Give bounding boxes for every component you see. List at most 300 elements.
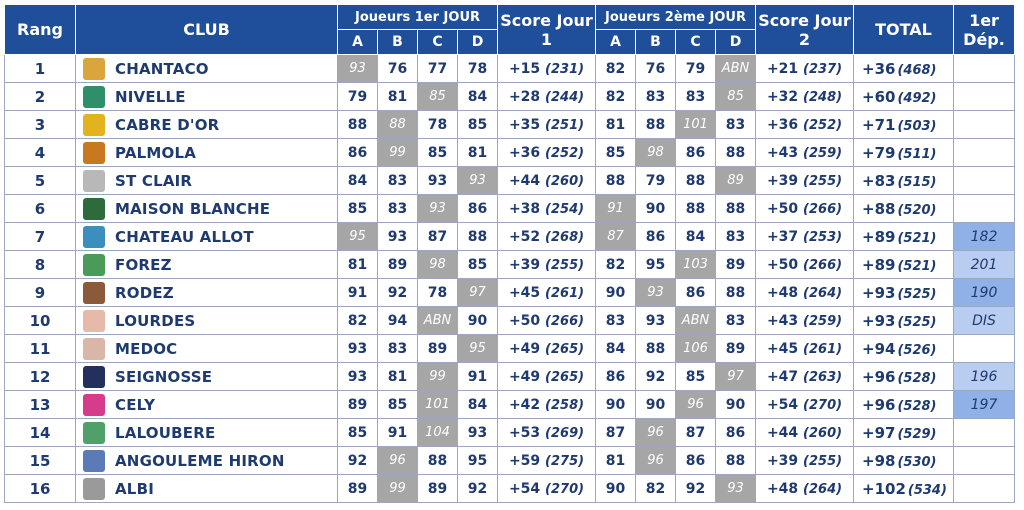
results-table-container <box>4 4 1015 503</box>
day2-player-score: 84 <box>596 335 636 363</box>
day1-player-score: 78 <box>418 111 458 139</box>
score-day2-strokes: (259) <box>803 313 843 329</box>
score-day1-strokes: (258) <box>545 397 585 413</box>
day2-player-score: 85 <box>716 83 756 111</box>
club-logo-icon <box>83 366 105 388</box>
score-day2-cell <box>756 167 854 195</box>
first-dep-cell: DIS <box>954 307 1015 335</box>
total-cell <box>854 251 954 279</box>
first-dep-cell: 190 <box>954 279 1015 307</box>
day1-player-score: 89 <box>418 475 458 503</box>
day2-player-score: 88 <box>716 279 756 307</box>
day2-player-score: 103 <box>676 251 716 279</box>
rank-cell: 9 <box>5 279 76 307</box>
first-dep-cell <box>954 335 1015 363</box>
total-strokes: (525) <box>897 314 937 330</box>
day2-player-score: 79 <box>676 55 716 83</box>
rank-cell: 16 <box>5 475 76 503</box>
day2-player-score: 96 <box>676 391 716 419</box>
club-logo-icon <box>83 450 105 472</box>
total-cell <box>854 335 954 363</box>
score-day1-value: +45 <box>508 284 541 301</box>
score-day1-cell <box>498 55 596 83</box>
day2-player-score: 96 <box>636 419 676 447</box>
club-logo-icon <box>83 310 105 332</box>
day1-player-score: ABN <box>418 307 458 335</box>
day1-player-score: 101 <box>418 391 458 419</box>
day1-player-score: 98 <box>418 251 458 279</box>
score-day1-cell <box>498 475 596 503</box>
club-cell <box>76 419 338 447</box>
day2-player-score: 89 <box>716 251 756 279</box>
score-day1-value: +59 <box>508 452 541 469</box>
day1-player-score: 99 <box>378 475 418 503</box>
day1-player-score: 86 <box>338 139 378 167</box>
day2-player-score: 79 <box>636 167 676 195</box>
day2-player-score: 92 <box>676 475 716 503</box>
total-strokes: (528) <box>897 398 937 414</box>
club-name: CHATEAU ALLOT <box>115 227 254 246</box>
score-day1-strokes: (251) <box>545 117 585 133</box>
score-day2-strokes: (259) <box>803 145 843 161</box>
total-cell <box>854 363 954 391</box>
total-strokes: (528) <box>897 370 937 386</box>
score-day2-value: +48 <box>766 284 799 301</box>
first-dep-cell <box>954 83 1015 111</box>
first-dep-cell <box>954 195 1015 223</box>
day2-player-score: 83 <box>716 223 756 251</box>
score-day2-cell <box>756 307 854 335</box>
day2-player-score: 90 <box>636 195 676 223</box>
first-dep-cell <box>954 167 1015 195</box>
day1-player-score: 93 <box>458 419 498 447</box>
day2-player-score: 95 <box>636 251 676 279</box>
club-name: ALBI <box>115 479 154 498</box>
table-row <box>5 391 1015 419</box>
day1-player-score: 92 <box>338 447 378 475</box>
table-row <box>5 223 1015 251</box>
header-score-day2: Score Jour 2 <box>756 5 854 55</box>
total-value: +36 <box>862 59 896 78</box>
day1-player-score: 93 <box>338 55 378 83</box>
club-logo-icon <box>83 338 105 360</box>
day2-player-score: 82 <box>636 475 676 503</box>
score-day1-value: +52 <box>508 228 541 245</box>
score-day2-cell <box>756 251 854 279</box>
day2-player-score: 89 <box>716 167 756 195</box>
day2-player-score: 88 <box>716 139 756 167</box>
header-letter-d: D <box>458 30 498 55</box>
score-day2-cell <box>756 447 854 475</box>
day2-player-score: 91 <box>596 195 636 223</box>
club-cell <box>76 167 338 195</box>
day2-player-score: 88 <box>716 195 756 223</box>
score-day2-cell <box>756 111 854 139</box>
total-value: +93 <box>862 283 896 302</box>
day2-player-score: 86 <box>676 447 716 475</box>
rank-cell: 8 <box>5 251 76 279</box>
table-row <box>5 447 1015 475</box>
score-day2-strokes: (248) <box>803 89 843 105</box>
score-day2-strokes: (266) <box>803 257 843 273</box>
score-day2-strokes: (261) <box>803 341 843 357</box>
total-value: +88 <box>862 199 896 218</box>
club-cell <box>76 83 338 111</box>
day2-player-score: 85 <box>596 139 636 167</box>
day2-player-score: 83 <box>596 307 636 335</box>
rank-cell: 3 <box>5 111 76 139</box>
table-row <box>5 307 1015 335</box>
day1-player-score: 104 <box>418 419 458 447</box>
day2-player-score: 86 <box>716 419 756 447</box>
header-dep: 1er Dép. <box>954 5 1015 55</box>
club-logo-icon <box>83 198 105 220</box>
score-day2-cell <box>756 363 854 391</box>
first-dep-cell <box>954 419 1015 447</box>
day2-player-score: 96 <box>636 447 676 475</box>
score-day2-value: +50 <box>766 200 799 217</box>
score-day2-cell <box>756 223 854 251</box>
score-day1-value: +36 <box>508 144 541 161</box>
header-letter-b2: B <box>636 30 676 55</box>
score-day1-strokes: (260) <box>545 173 585 189</box>
day2-player-score: 101 <box>676 111 716 139</box>
first-dep-cell: 197 <box>954 391 1015 419</box>
score-day1-value: +50 <box>508 312 541 329</box>
day2-player-score: 86 <box>676 139 716 167</box>
score-day1-cell <box>498 83 596 111</box>
day1-player-score: 82 <box>338 307 378 335</box>
total-value: +96 <box>862 367 896 386</box>
club-cell <box>76 307 338 335</box>
day1-player-score: 78 <box>418 279 458 307</box>
score-day1-value: +38 <box>508 200 541 217</box>
score-day2-cell <box>756 55 854 83</box>
day2-player-score: 81 <box>596 447 636 475</box>
score-day2-cell <box>756 419 854 447</box>
score-day1-strokes: (265) <box>545 341 585 357</box>
total-cell <box>854 475 954 503</box>
day2-player-score: ABN <box>716 55 756 83</box>
score-day2-value: +50 <box>766 256 799 273</box>
day2-player-score: 88 <box>716 447 756 475</box>
total-strokes: (515) <box>897 174 937 190</box>
day2-player-score: 88 <box>596 167 636 195</box>
day1-player-score: 95 <box>458 335 498 363</box>
day2-player-score: 88 <box>676 167 716 195</box>
day1-player-score: 90 <box>458 307 498 335</box>
club-name: CABRE D'OR <box>115 115 220 134</box>
day1-player-score: 91 <box>338 279 378 307</box>
first-dep-cell <box>954 447 1015 475</box>
club-cell <box>76 139 338 167</box>
day2-player-score: 86 <box>596 363 636 391</box>
day2-player-score: 86 <box>676 279 716 307</box>
club-name: LOURDES <box>115 311 196 330</box>
club-cell <box>76 279 338 307</box>
score-day1-cell <box>498 195 596 223</box>
header-letter-c2: C <box>676 30 716 55</box>
day2-player-score: 90 <box>716 391 756 419</box>
score-day2-strokes: (264) <box>803 481 843 497</box>
day1-player-score: 99 <box>378 139 418 167</box>
day1-player-score: 84 <box>338 167 378 195</box>
club-name: MEDOC <box>115 339 178 358</box>
score-day2-value: +43 <box>766 312 799 329</box>
day1-player-score: 85 <box>458 251 498 279</box>
header-letter-a2: A <box>596 30 636 55</box>
first-dep-cell: 196 <box>954 363 1015 391</box>
day1-player-score: 93 <box>458 167 498 195</box>
day2-player-score: 88 <box>636 335 676 363</box>
score-day2-value: +37 <box>766 228 799 245</box>
score-day2-value: +21 <box>766 60 799 77</box>
club-logo-icon <box>83 170 105 192</box>
total-cell <box>854 223 954 251</box>
rank-cell: 1 <box>5 55 76 83</box>
day1-player-score: 92 <box>458 475 498 503</box>
club-cell <box>76 251 338 279</box>
day1-player-score: 84 <box>458 83 498 111</box>
club-logo-icon <box>83 254 105 276</box>
day1-player-score: 87 <box>418 223 458 251</box>
day1-player-score: 99 <box>418 363 458 391</box>
score-day1-cell <box>498 279 596 307</box>
score-day2-cell <box>756 279 854 307</box>
day1-player-score: 85 <box>378 391 418 419</box>
club-name: SEIGNOSSE <box>115 367 213 386</box>
score-day1-strokes: (275) <box>545 453 585 469</box>
score-day1-strokes: (244) <box>545 89 585 105</box>
first-dep-cell <box>954 475 1015 503</box>
day1-player-score: 92 <box>378 279 418 307</box>
total-strokes: (526) <box>897 342 937 358</box>
day2-player-score: 93 <box>636 307 676 335</box>
club-logo-icon <box>83 422 105 444</box>
score-day2-value: +39 <box>766 172 799 189</box>
club-cell <box>76 195 338 223</box>
day2-player-score: 83 <box>716 307 756 335</box>
table-row <box>5 419 1015 447</box>
day1-player-score: 89 <box>418 335 458 363</box>
score-day2-strokes: (260) <box>803 425 843 441</box>
club-name: CELY <box>115 395 156 414</box>
day1-player-score: 79 <box>338 83 378 111</box>
score-day1-value: +42 <box>508 396 541 413</box>
day2-player-score: 82 <box>596 55 636 83</box>
total-value: +89 <box>862 255 896 274</box>
day2-player-score: 88 <box>676 195 716 223</box>
day2-player-score: 90 <box>596 391 636 419</box>
score-day2-value: +39 <box>766 452 799 469</box>
score-day2-cell <box>756 335 854 363</box>
total-strokes: (503) <box>897 118 937 134</box>
day2-player-score: 82 <box>596 83 636 111</box>
score-day1-value: +15 <box>508 60 541 77</box>
first-dep-cell <box>954 111 1015 139</box>
score-day1-value: +39 <box>508 256 541 273</box>
header-total: TOTAL <box>854 5 954 55</box>
day2-player-score: 106 <box>676 335 716 363</box>
day2-player-score: 88 <box>636 111 676 139</box>
total-cell <box>854 111 954 139</box>
header-day1-group: Joueurs 1er JOUR <box>338 5 498 30</box>
day2-player-score: 92 <box>636 363 676 391</box>
club-cell <box>76 55 338 83</box>
day2-player-score: 83 <box>636 83 676 111</box>
score-day2-strokes: (263) <box>803 369 843 385</box>
table-row <box>5 279 1015 307</box>
day1-player-score: 93 <box>338 363 378 391</box>
day1-player-score: 93 <box>338 335 378 363</box>
header-letter-c: C <box>418 30 458 55</box>
total-value: +79 <box>862 143 896 162</box>
total-cell <box>854 307 954 335</box>
score-day1-cell <box>498 111 596 139</box>
score-day1-value: +28 <box>508 88 541 105</box>
club-name: ANGOULEME HIRON <box>115 451 285 470</box>
total-strokes: (525) <box>897 286 937 302</box>
day1-player-score: 81 <box>378 363 418 391</box>
day1-player-score: 85 <box>418 83 458 111</box>
day2-player-score: 98 <box>636 139 676 167</box>
table-row <box>5 251 1015 279</box>
day1-player-score: 89 <box>338 475 378 503</box>
score-day2-strokes: (255) <box>803 453 843 469</box>
day1-player-score: 83 <box>378 195 418 223</box>
rank-cell: 11 <box>5 335 76 363</box>
score-day1-cell <box>498 251 596 279</box>
rank-cell: 10 <box>5 307 76 335</box>
day1-player-score: 81 <box>338 251 378 279</box>
score-day2-strokes: (270) <box>803 397 843 413</box>
score-day1-cell <box>498 419 596 447</box>
score-day2-cell <box>756 391 854 419</box>
score-day2-cell <box>756 139 854 167</box>
day1-player-score: 85 <box>418 139 458 167</box>
day1-player-score: 85 <box>458 111 498 139</box>
score-day1-cell <box>498 447 596 475</box>
club-name: MAISON BLANCHE <box>115 199 271 218</box>
day2-player-score: 90 <box>636 391 676 419</box>
total-strokes: (521) <box>897 230 937 246</box>
rank-cell: 4 <box>5 139 76 167</box>
club-logo-icon <box>83 142 105 164</box>
table-row <box>5 363 1015 391</box>
score-day1-strokes: (261) <box>545 285 585 301</box>
club-cell <box>76 223 338 251</box>
total-strokes: (468) <box>897 62 937 78</box>
score-day2-cell <box>756 83 854 111</box>
first-dep-cell <box>954 55 1015 83</box>
day2-player-score: 81 <box>596 111 636 139</box>
score-day1-strokes: (254) <box>545 201 585 217</box>
day1-player-score: 88 <box>338 111 378 139</box>
day2-player-score: 93 <box>716 475 756 503</box>
day1-player-score: 83 <box>378 167 418 195</box>
first-dep-cell <box>954 139 1015 167</box>
header-day2-group: Joueurs 2ème JOUR <box>596 5 756 30</box>
score-day1-value: +49 <box>508 340 541 357</box>
score-day2-strokes: (255) <box>803 173 843 189</box>
rank-cell: 12 <box>5 363 76 391</box>
score-day1-cell <box>498 391 596 419</box>
day1-player-score: 88 <box>458 223 498 251</box>
total-value: +83 <box>862 171 896 190</box>
rank-cell: 2 <box>5 83 76 111</box>
club-cell <box>76 111 338 139</box>
score-day1-cell <box>498 167 596 195</box>
day1-player-score: 85 <box>338 195 378 223</box>
total-cell <box>854 195 954 223</box>
club-logo-icon <box>83 226 105 248</box>
rank-cell: 7 <box>5 223 76 251</box>
total-strokes: (511) <box>897 146 937 162</box>
club-cell <box>76 335 338 363</box>
total-value: +94 <box>862 339 896 358</box>
club-name: PALMOLA <box>115 143 197 162</box>
day2-player-score: 82 <box>596 251 636 279</box>
day2-player-score: ABN <box>676 307 716 335</box>
total-cell <box>854 391 954 419</box>
score-day2-value: +32 <box>766 88 799 105</box>
table-row <box>5 55 1015 83</box>
day2-player-score: 90 <box>596 279 636 307</box>
score-day1-strokes: (265) <box>545 369 585 385</box>
table-row <box>5 335 1015 363</box>
table-row <box>5 83 1015 111</box>
total-strokes: (521) <box>897 258 937 274</box>
day2-player-score: 87 <box>596 419 636 447</box>
day2-player-score: 83 <box>716 111 756 139</box>
total-cell <box>854 167 954 195</box>
score-day1-cell <box>498 335 596 363</box>
total-cell <box>854 55 954 83</box>
table-row <box>5 139 1015 167</box>
score-day2-value: +45 <box>766 340 799 357</box>
score-day2-strokes: (253) <box>803 229 843 245</box>
club-cell <box>76 363 338 391</box>
club-cell <box>76 447 338 475</box>
club-logo-icon <box>83 394 105 416</box>
total-value: +102 <box>862 479 906 498</box>
table-row <box>5 167 1015 195</box>
score-day2-strokes: (264) <box>803 285 843 301</box>
score-day1-cell <box>498 139 596 167</box>
score-day1-strokes: (252) <box>545 145 585 161</box>
score-day2-value: +43 <box>766 144 799 161</box>
header-letter-b: B <box>378 30 418 55</box>
score-day2-cell <box>756 195 854 223</box>
total-value: +89 <box>862 227 896 246</box>
total-value: +93 <box>862 311 896 330</box>
rank-cell: 13 <box>5 391 76 419</box>
club-logo-icon <box>83 58 105 80</box>
score-day1-cell <box>498 363 596 391</box>
day2-player-score: 76 <box>636 55 676 83</box>
score-day1-value: +44 <box>508 172 541 189</box>
table-row <box>5 475 1015 503</box>
score-day1-strokes: (266) <box>545 313 585 329</box>
day1-player-score: 88 <box>378 111 418 139</box>
total-cell <box>854 447 954 475</box>
total-strokes: (530) <box>897 454 937 470</box>
total-cell <box>854 279 954 307</box>
rank-cell: 5 <box>5 167 76 195</box>
header-club: CLUB <box>76 5 338 55</box>
day1-player-score: 95 <box>338 223 378 251</box>
score-day1-strokes: (255) <box>545 257 585 273</box>
